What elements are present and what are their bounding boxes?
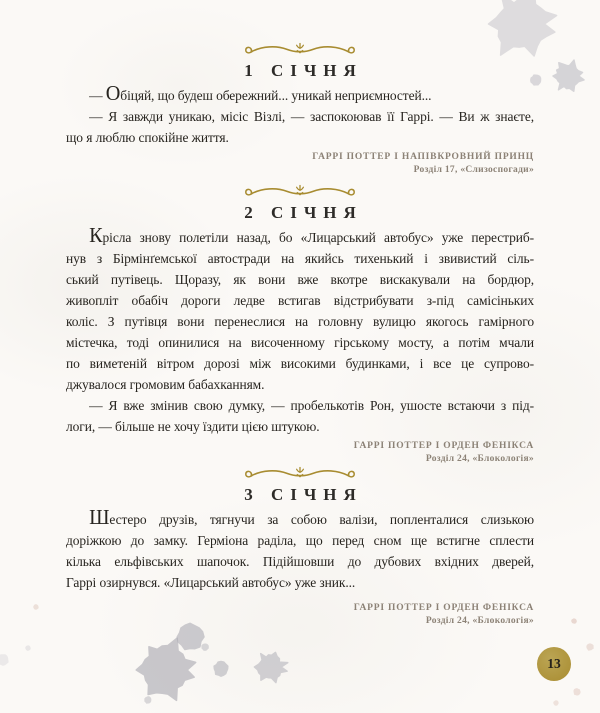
- ink-splatter: [587, 644, 593, 650]
- attribution: [66, 440, 534, 466]
- quote-line: — Я завжди уникаю, місіс Візлі, — заспокоював її Гаррі. — Ви ж знаєте,: [89, 110, 535, 125]
- quote-line: — Обіцяй, що будеш обережний... уникай неприємностей...: [89, 81, 432, 105]
- quote-line: доріжкою до замку. Герміона раділа, що перед сном ще встигне сплести: [66, 534, 535, 549]
- flourish-icon: [242, 184, 358, 200]
- flourish-icon: [242, 466, 358, 482]
- attribution: [66, 151, 534, 177]
- quote-line: ський путівець. Щоразу, як вони вже вкотре вискакували на бордюр,: [66, 273, 535, 288]
- quote-line: що я люблю спокійне життя.: [66, 131, 229, 146]
- day-entry-2: [66, 177, 534, 466]
- ink-splatter: [574, 689, 580, 695]
- ink-splatter: [254, 652, 287, 682]
- attribution-source: ГАРРІ ПОТТЕР І НАПІВКРОВНИЙ ПРИНЦ: [312, 152, 534, 162]
- ink-splatter: [145, 697, 151, 703]
- attribution-chapter: Розділ 24, «Блокологія»: [425, 454, 534, 464]
- quote-line: — Я вже змінив свою думку, — пробелькотів Рон, ушосте встаючи з під-: [89, 399, 535, 414]
- quote-line: Гаррі озирнувся. «Лицарський автобус» уже зник...: [66, 576, 356, 591]
- page-number: 13: [547, 656, 561, 671]
- quote-line: Крісла знову полетіли назад, бо «Лицарський автобус» уже перестриб-: [89, 223, 535, 247]
- ink-splatter: [554, 701, 558, 705]
- quote-line: нув з Бірмінґемської автостради на якийсь тихенький і звивистий сіль-: [66, 252, 535, 267]
- lead-capital: О: [105, 81, 121, 105]
- day-entry-1: [66, 0, 534, 177]
- ink-splatter: [26, 646, 30, 650]
- day-entry-3: [66, 466, 534, 628]
- day-heading: 2 СІЧНЯ: [244, 203, 363, 222]
- ink-splatter: [214, 662, 228, 677]
- quote-line: живопліт обабіч дороги ледве встигав відстрибувати з-під самісіньких: [66, 294, 535, 309]
- quote-text: [66, 223, 535, 438]
- attribution-chapter: Розділ 24, «Блокологія»: [425, 616, 534, 626]
- ink-splatter: [202, 644, 208, 650]
- quote-line: логи, — більше не хочу їздити цією штукою.: [66, 420, 320, 435]
- attribution-chapter: Розділ 17, «Слизоспогади»: [413, 165, 534, 175]
- quote-text: [66, 81, 535, 149]
- attribution-source: ГАРРІ ПОТТЕР І ОРДЕН ФЕНІКСА: [353, 441, 534, 451]
- day-heading: 3 СІЧНЯ: [244, 485, 363, 504]
- quote-line: коліс. З путівця вони перенеслися на головну вулицю якогось гамірного: [66, 315, 535, 330]
- attribution-source: ГАРРІ ПОТТЕР І ОРДЕН ФЕНІКСА: [353, 603, 534, 613]
- quote-line: джувалося громовим бабахканням.: [66, 378, 265, 393]
- lead-capital: К: [89, 223, 103, 247]
- quote-line: Шестеро друзів, тягнучи за собою валізи, попленталися слизькою: [89, 505, 535, 529]
- page-number-badge: [537, 647, 571, 681]
- quote-line: містечка, тоді опинилися на височенному гірському мосту, а потім мчали: [66, 336, 535, 351]
- quote-line: кілька ельфівських шапочок. Підійшовши до дубових вхідних дверей,: [66, 555, 535, 570]
- lead-capital: Ш: [89, 505, 110, 529]
- day-heading: 1 СІЧНЯ: [244, 61, 363, 80]
- attribution: [66, 602, 534, 628]
- flourish-icon: [242, 42, 358, 58]
- quote-text: [66, 505, 535, 594]
- quote-line: по виметеній вітром дорозі між високими будинками, і все це супрово-: [66, 357, 535, 372]
- ink-splatter: [136, 638, 196, 700]
- ink-splatter: [0, 655, 8, 665]
